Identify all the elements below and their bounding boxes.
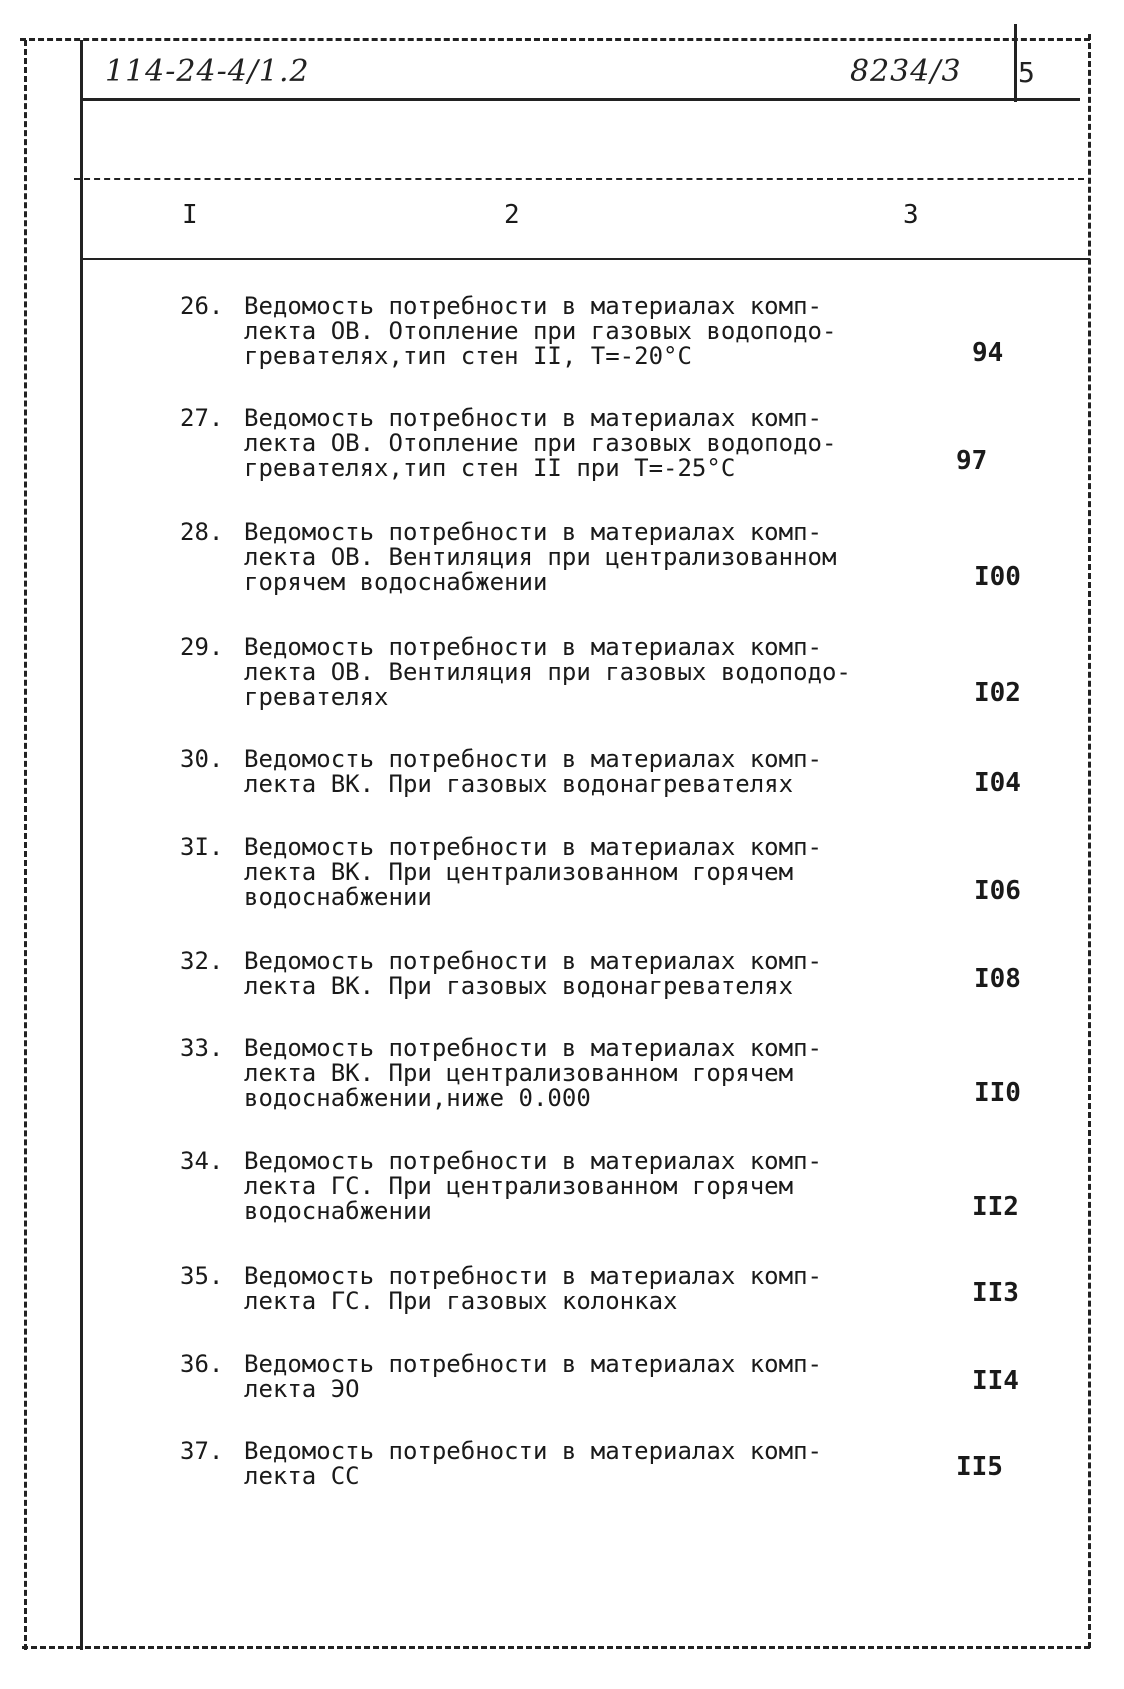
entry-number: 34.: [180, 1147, 224, 1175]
title-block-underline: [80, 98, 1080, 101]
frame-bottom: [22, 1646, 1090, 1649]
entry-number: 30.: [180, 745, 224, 773]
entry-number: 29.: [180, 633, 224, 661]
entry-text: Ведомость потребности в материалах комп- лекта ВК. При централизованном горячем водоснабжении,ниже 0.000: [244, 1034, 822, 1112]
entry-page: 97: [956, 446, 988, 476]
entry-page: II3: [972, 1278, 1019, 1308]
entry-text: Ведомость потребности в материалах комп- лекта СС: [244, 1437, 822, 1490]
entry-page: I04: [974, 768, 1021, 798]
entry-page: I00: [974, 562, 1021, 592]
entry-number: 3I.: [180, 833, 224, 861]
entry-number: 35.: [180, 1262, 224, 1290]
entry-text: Ведомость потребности в материалах комп- лекта ОВ. Отопление при газовых водоподо- гревателях,тип стен II, T=-20°C: [244, 292, 837, 370]
frame-left-outer: [24, 40, 27, 1650]
entry-page: II2: [972, 1192, 1019, 1222]
title-block-divider: [1014, 24, 1017, 102]
sheet-code: 8234/3: [850, 54, 962, 89]
entry-text: Ведомость потребности в материалах комп- лекта ОВ. Отопление при газовых водоподо- гревателях,тип стен II при T=-25°C: [244, 404, 837, 482]
entry-page: II4: [972, 1366, 1019, 1396]
entry-number: 28.: [180, 518, 224, 546]
entry-page: I06: [974, 876, 1021, 906]
entry-text: Ведомость потребности в материалах комп- лекта ГС. При газовых колонках: [244, 1262, 822, 1315]
entry-number: 37.: [180, 1437, 224, 1465]
table-header-underline: [80, 258, 1090, 260]
column-header-3: 3: [903, 200, 919, 230]
entry-text: Ведомость потребности в материалах комп- лекта ГС. При централизованном горячем водоснабжении: [244, 1147, 822, 1225]
entry-text: Ведомость потребности в материалах комп- лекта ОВ. Вентиляция при газовых водоподо- гревателях: [244, 633, 851, 711]
column-header-1: I: [182, 200, 198, 230]
table-top-line: [74, 178, 1084, 180]
frame-left-inner: [80, 40, 83, 1650]
entry-number: 27.: [180, 404, 224, 432]
entry-number: 26.: [180, 292, 224, 320]
frame-right: [1088, 34, 1091, 1648]
entry-text: Ведомость потребности в материалах комп- лекта ОВ. Вентиляция при централизованном горячем водоснабжении: [244, 518, 837, 596]
entry-page: II0: [974, 1078, 1021, 1108]
entry-text: Ведомость потребности в материалах комп- лекта ЭО: [244, 1350, 822, 1403]
entry-page: I08: [974, 964, 1021, 994]
entry-text: Ведомость потребности в материалах комп- лекта ВК. При газовых водонагревателях: [244, 947, 822, 1000]
doc-code: 114-24-4/1.2: [105, 54, 310, 89]
entry-number: 32.: [180, 947, 224, 975]
column-header-2: 2: [504, 200, 520, 230]
entry-number: 36.: [180, 1350, 224, 1378]
entry-page: II5: [956, 1452, 1003, 1482]
entry-text: Ведомость потребности в материалах комп- лекта ВК. При газовых водонагревателях: [244, 745, 822, 798]
entry-page: I02: [974, 678, 1021, 708]
entry-number: 33.: [180, 1034, 224, 1062]
entry-page: 94: [972, 338, 1004, 368]
frame-top: [20, 38, 1090, 41]
entry-text: Ведомость потребности в материалах комп- лекта ВК. При централизованном горячем водоснабжении: [244, 833, 822, 911]
page-number: 5: [1018, 56, 1036, 89]
